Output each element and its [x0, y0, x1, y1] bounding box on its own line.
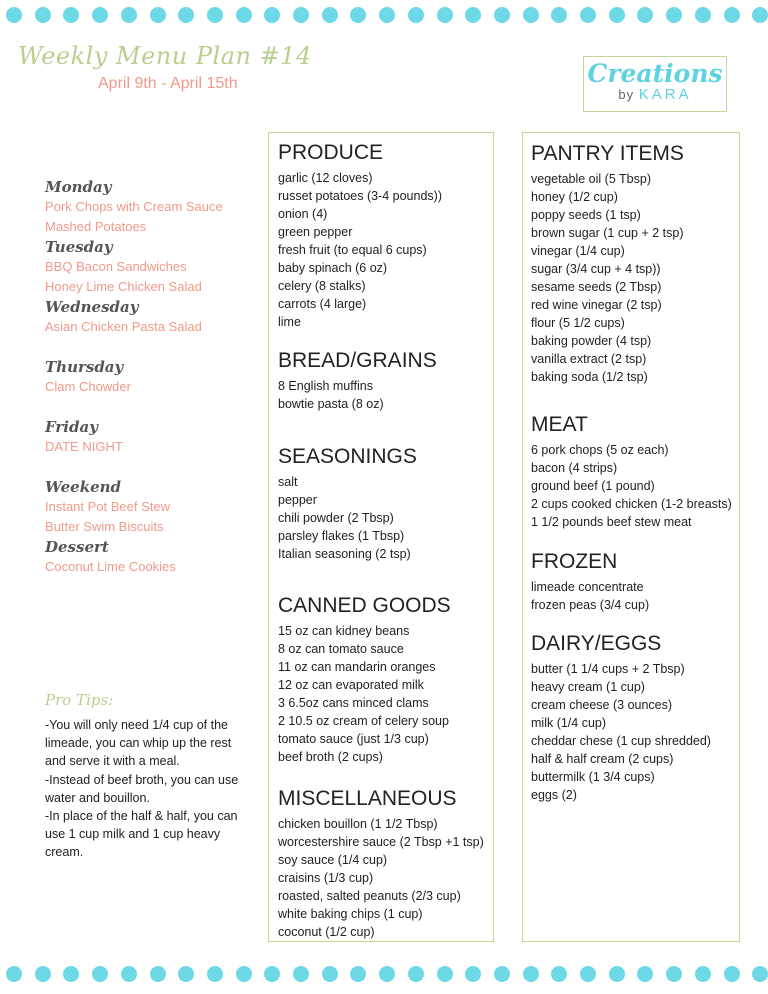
logo-subline	[584, 87, 726, 103]
pro-tips-body	[45, 716, 257, 862]
grocery-item: Italian seasoning (2 tsp)	[278, 547, 411, 561]
menu-day	[45, 417, 255, 477]
grocery-item: butter (1 1/4 cups + 2 Tbsp)	[531, 662, 685, 676]
grocery-item: roasted, salted peanuts (2/3 cup)	[278, 889, 461, 903]
border-dot	[293, 7, 309, 23]
grocery-item: limeade concentrate	[531, 580, 644, 594]
grocery-item: 15 oz can kidney beans	[278, 624, 410, 638]
grocery-item: 12 oz can evaporated milk	[278, 678, 424, 692]
grocery-item: craisins (1/3 cup)	[278, 871, 374, 885]
grocery-list	[531, 660, 711, 804]
border-dot	[350, 966, 366, 982]
border-dot	[523, 7, 539, 23]
grocery-item: milk (1/4 cup)	[531, 716, 607, 730]
border-dot	[494, 7, 510, 23]
border-dot	[523, 966, 539, 982]
grocery-item: 2 cups cooked chicken (1-2 breasts)	[531, 497, 732, 511]
tip-line: use 1 cup milk and 1 cup heavy	[45, 827, 221, 842]
menu-day	[45, 477, 255, 537]
grocery-item: green pepper	[278, 225, 353, 239]
grocery-item: cream cheese (3 ounces)	[531, 698, 673, 712]
day-name: Thursday	[45, 358, 124, 376]
grocery-item: baking soda (1/2 tsp)	[531, 370, 648, 384]
grocery-list	[278, 377, 437, 413]
section-dairy-eggs	[531, 630, 711, 804]
border-dot	[150, 966, 166, 982]
grocery-item: fresh fruit (to equal 6 cups)	[278, 243, 427, 257]
grocery-item: bacon (4 strips)	[531, 461, 618, 475]
border-dot	[178, 7, 194, 23]
meal-item: Pork Chops with Cream Sauce	[45, 199, 223, 214]
plan-title: Weekly Menu Plan #14	[18, 42, 312, 70]
border-dot	[35, 966, 51, 982]
meal-item: Instant Pot Beef Stew	[45, 499, 171, 514]
grocery-item: onion (4)	[278, 207, 328, 221]
section-title: SEASONINGS	[278, 445, 417, 468]
tip-line: -You will only need 1/4 cup of the	[45, 718, 228, 732]
section-title: BREAD/GRAINS	[278, 349, 437, 372]
border-dot	[551, 966, 567, 982]
grocery-item: coconut (1/2 cup)	[278, 925, 375, 939]
grocery-item: sesame seeds (2 Tbsp)	[531, 280, 662, 294]
border-dot	[465, 966, 481, 982]
grocery-item: lime	[278, 315, 301, 329]
border-dot	[35, 7, 51, 23]
meal-item: Mashed Potatoes	[45, 219, 147, 234]
grocery-item: vegetable oil (5 Tbsp)	[531, 172, 651, 186]
section-frozen	[531, 548, 649, 614]
meal-item: BBQ Bacon Sandwiches	[45, 259, 187, 274]
meal-item: Butter Swim Biscuits	[45, 519, 164, 534]
meal-item: Clam Chowder	[45, 379, 131, 394]
grocery-item: eggs (2)	[531, 788, 577, 802]
border-dot	[609, 7, 625, 23]
grocery-item: pepper	[278, 493, 317, 507]
tip-line: -Instead of beef broth, you can use	[45, 772, 239, 787]
grocery-item: garlic (12 cloves)	[278, 171, 373, 185]
grocery-item: cheddar chese (1 cup shredded)	[531, 734, 711, 748]
grocery-item: soy sauce (1/4 cup)	[278, 853, 388, 867]
border-dot	[207, 7, 223, 23]
border-dot	[63, 7, 79, 23]
border-dot	[494, 966, 510, 982]
grocery-item: baby spinach (6 oz)	[278, 261, 388, 275]
grocery-item: 8 English muffins	[278, 379, 373, 393]
grocery-item: flour (5 1/2 cups)	[531, 316, 625, 330]
day-name: Tuesday	[45, 238, 113, 256]
bottom-dot-border	[0, 966, 768, 986]
grocery-item: chicken bouillon (1 1/2 Tbsp)	[278, 817, 438, 831]
grocery-item: bowtie pasta (8 oz)	[278, 397, 384, 411]
grocery-item: celery (8 stalks)	[278, 279, 366, 293]
border-dot	[637, 966, 653, 982]
grocery-item: russet potatoes (3-4 pounds))	[278, 189, 442, 203]
grocery-list	[531, 441, 732, 531]
meal-item: Coconut Lime Cookies	[45, 559, 176, 574]
grocery-item: half & half cream (2 cups)	[531, 752, 674, 766]
tip-line: cream.	[45, 845, 84, 860]
section-pantry-items	[531, 140, 684, 386]
logo-by: by	[618, 87, 635, 102]
grocery-item: baking powder (4 tsp)	[531, 334, 652, 348]
grocery-item: salt	[278, 475, 298, 489]
section-title: MISCELLANEOUS	[278, 787, 457, 810]
section-meat	[531, 411, 732, 531]
grocery-item: brown sugar (1 cup + 2 tsp)	[531, 226, 684, 240]
tip-line: limeade, you can whip up the rest	[45, 736, 232, 751]
meal-item: Honey Lime Chicken Salad	[45, 279, 202, 294]
border-dot	[92, 966, 108, 982]
grocery-item: white baking chips (1 cup)	[278, 907, 423, 921]
grocery-item: sugar (3/4 cup + 4 tsp))	[531, 262, 661, 276]
day-name: Dessert	[45, 538, 109, 556]
plan-dates: April 9th - April 15th	[98, 75, 238, 92]
section-title: MEAT	[531, 413, 588, 436]
section-title: DAIRY/EGGS	[531, 632, 662, 655]
border-dot	[666, 7, 682, 23]
border-dot	[293, 966, 309, 982]
border-dot	[695, 7, 711, 23]
border-dot	[322, 966, 338, 982]
grocery-item: honey (1/2 cup)	[531, 190, 618, 204]
border-dot	[551, 7, 567, 23]
pro-tips	[45, 690, 257, 862]
border-dot	[207, 966, 223, 982]
border-dot	[408, 7, 424, 23]
border-dot	[752, 7, 768, 23]
section-seasonings	[278, 443, 417, 563]
grocery-item: 6 pork chops (5 oz each)	[531, 443, 669, 457]
day-name: Monday	[45, 178, 112, 196]
grocery-list	[278, 169, 442, 331]
border-dot	[437, 966, 453, 982]
day-name: Wednesday	[45, 298, 139, 316]
pro-tips-title: Pro Tips:	[45, 691, 114, 709]
top-dot-border	[0, 7, 768, 27]
border-dot	[465, 7, 481, 23]
border-dot	[6, 966, 22, 982]
section-title: PRODUCE	[278, 141, 384, 164]
grocery-list	[531, 170, 684, 386]
section-produce	[278, 139, 442, 331]
logo-name: KARA	[638, 86, 692, 103]
grocery-item: parsley flakes (1 Tbsp)	[278, 529, 405, 543]
border-dot	[350, 7, 366, 23]
logo-wordmark: Creations	[587, 59, 723, 88]
border-dot	[379, 966, 395, 982]
border-dot	[695, 966, 711, 982]
tip-line: and serve it with a meal.	[45, 754, 180, 769]
border-dot	[236, 966, 252, 982]
grocery-item: worcestershire sauce (2 Tbsp +1 tsp)	[278, 835, 484, 849]
grocery-item: 8 oz can tomato sauce	[278, 642, 404, 656]
menu-day	[45, 237, 255, 297]
tip-line: water and bouillon.	[45, 790, 150, 805]
section-canned-goods	[278, 592, 451, 766]
border-dot	[609, 966, 625, 982]
menu-day	[45, 537, 255, 597]
border-dot	[379, 7, 395, 23]
border-dot	[724, 966, 740, 982]
grocery-item: ground beef (1 pound)	[531, 479, 655, 493]
border-dot	[666, 966, 682, 982]
border-dot	[580, 966, 596, 982]
grocery-item: carrots (4 large)	[278, 297, 367, 311]
grocery-item: vinegar (1/4 cup)	[531, 244, 625, 258]
grocery-item: heavy cream (1 cup)	[531, 680, 645, 694]
grocery-item: 2 10.5 oz cream of celery soup	[278, 714, 449, 728]
meal-item: Asian Chicken Pasta Salad	[45, 319, 202, 334]
border-dot	[121, 966, 137, 982]
grocery-list	[278, 815, 484, 941]
brand-logo	[583, 56, 727, 112]
border-dot	[178, 966, 194, 982]
border-dot	[6, 7, 22, 23]
grocery-item: 1 1/2 pounds beef stew meat	[531, 515, 692, 529]
section-miscellaneous	[278, 785, 484, 941]
border-dot	[63, 966, 79, 982]
border-dot	[236, 7, 252, 23]
menu-day	[45, 177, 255, 237]
border-dot	[724, 7, 740, 23]
menu-day	[45, 297, 255, 357]
day-name: Friday	[45, 418, 98, 436]
border-dot	[121, 7, 137, 23]
border-dot	[150, 7, 166, 23]
section-title: FROZEN	[531, 550, 618, 573]
section-bread-grains	[278, 347, 437, 413]
tip-line: -In place of the half & half, you can	[45, 809, 238, 824]
day-name: Weekend	[45, 478, 122, 496]
section-title: CANNED GOODS	[278, 594, 451, 617]
grocery-item: red wine vinegar (2 tsp)	[531, 298, 662, 312]
grocery-list	[278, 473, 417, 563]
border-dot	[580, 7, 596, 23]
grocery-item: 3 6.5oz cans minced clams	[278, 696, 429, 710]
grocery-item: beef broth (2 cups)	[278, 750, 383, 764]
menu-day	[45, 357, 255, 417]
grocery-item: tomato sauce (just 1/3 cup)	[278, 732, 429, 746]
grocery-item: buttermilk (1 3/4 cups)	[531, 770, 655, 784]
section-title: PANTRY ITEMS	[531, 142, 684, 165]
weekly-menu	[45, 177, 255, 597]
border-dot	[408, 966, 424, 982]
grocery-list	[278, 622, 451, 766]
border-dot	[752, 966, 768, 982]
border-dot	[437, 7, 453, 23]
grocery-item: vanilla extract (2 tsp)	[531, 352, 647, 366]
grocery-list	[531, 578, 649, 614]
border-dot	[322, 7, 338, 23]
border-dot	[264, 7, 280, 23]
grocery-item: frozen peas (3/4 cup)	[531, 598, 650, 612]
meal-item: DATE NIGHT	[45, 439, 123, 454]
border-dot	[637, 7, 653, 23]
grocery-item: poppy seeds (1 tsp)	[531, 208, 641, 222]
border-dot	[92, 7, 108, 23]
border-dot	[264, 966, 280, 982]
grocery-item: 11 oz can mandarin oranges	[278, 660, 436, 674]
grocery-item: chili powder (2 Tbsp)	[278, 511, 394, 525]
